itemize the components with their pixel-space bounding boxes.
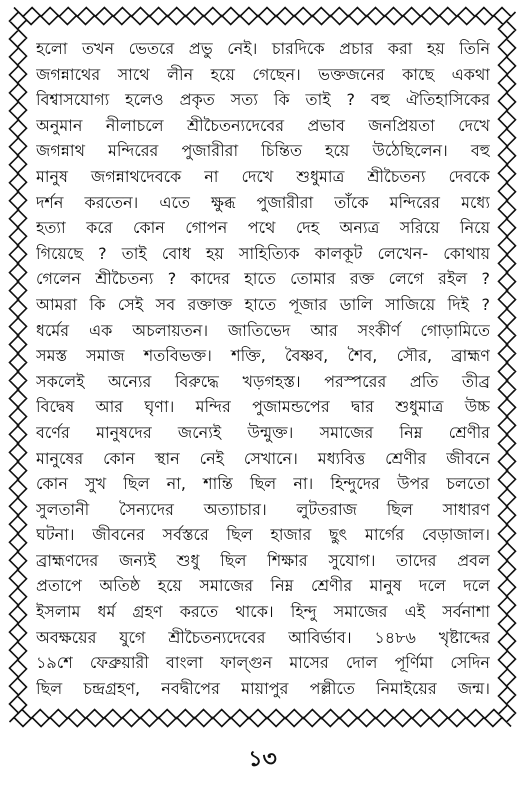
text-line: কোন সুখ ছিল না, শান্তি ছিল না। হিন্দুদের উপর চলতো <box>36 474 490 494</box>
text-line: প্রতাপে অতিষ্ঠ হয়ে সমাজের নিম্ন শ্রেণীর মানুষ দলে দলে <box>36 576 490 596</box>
text-line: ব্রাহ্মণদের জন্যই শুধু ছিল শিক্ষার সুযোগ। তাদের প্রবল <box>36 550 490 570</box>
text-line: দর্শন করতেন। এতে ক্ষুব্ধ পুজারীরা তাঁকে মন্দিরের মধ্যে <box>36 192 490 212</box>
text-line: মানুষ জগন্নাথদেবকে না দেখে শুধুমাত্র শ্রীচৈতন্য দেবকে <box>36 166 490 186</box>
text-line: জগন্নাথের সাথে লীন হয়ে গেছেন। ভক্তজনের কাছে একথা <box>36 64 490 84</box>
text-line: সমস্ত সমাজ শতবিভক্ত। শক্তি, বৈষ্ণব, শৈব, সৌর, ব্রাহ্মণ <box>36 346 490 366</box>
text-line: সকলেই অন্যের বিরুদ্ধে খড়গহস্ত। পরস্পরের প্রতি তীব্র <box>36 371 490 391</box>
text-line: হত্যা করে কোন গোপন পথে দেহ অন্যত্র সরিয়ে নিয়ে <box>36 218 490 238</box>
page-number: ১৩ <box>248 747 277 772</box>
text-line: হলো তখন ভেতরে প্রভু নেই। চারদিকে প্রচার করা হয় তিনি <box>36 39 490 58</box>
text-line: ঘটনা। জীবনের সর্বস্তরে ছিল হাজার ছুৎ মার্গের বেড়াজাল। <box>36 525 490 545</box>
text-line: অবক্ষয়ের যুগে শ্রীচৈতন্যদেবের আবির্ভাব। ১৪৮৬ খৃষ্টাব্দের <box>36 627 490 647</box>
text-line: গিয়েছে ? তাই বোধ হয় সাহিত্যিক কালকূট লেখেন- কোথায় <box>36 243 490 263</box>
text-line: বিশ্বাসযোগ্য হলেও প্রকৃত সত্য কি তাই ? বহু ঐতিহাসিকের <box>36 90 490 110</box>
text-line: ধর্মের এক অচলায়তন। জাতিভেদ আর সংকীর্ণ গোড়ামিতে <box>36 320 490 340</box>
text-line: অনুমান নীলাচলে শ্রীচৈতন্যদেবের প্রভাব জনপ্রিয়তা দেখে <box>36 115 490 135</box>
text-line: ১৯শে ফেব্রুয়ারী বাংলা ফাল্গুন মাসের দোল পূর্ণিমা সেদিন <box>36 653 490 673</box>
text-line: বিদ্বেষ আর ঘৃণা। মন্দির পুজামন্ডপের দ্বার শুধুমাত্র উচ্চ <box>36 397 490 417</box>
text-line: বর্ণের মানুষদের জন্যেই উন্মুক্ত। সমাজের নিম্ন শ্রেণীর <box>36 422 490 442</box>
body-text <box>36 36 490 701</box>
text-line: ইসলাম ধর্ম গ্রহণ করতে থাকে। হিন্দু সমাজের এই সর্বনাশা <box>36 602 490 622</box>
text-line: গেলেন শ্রীচৈতন্য ? কাদের হাতে তোমার রক্ত লেগে রইল ? <box>36 269 490 289</box>
text-line: সুলতানী সৈন্যদের অত্যাচার। লুটতরাজ ছিল সাধারণ <box>36 499 490 519</box>
text-line: ছিল চন্দ্রগ্রহণ, নবদ্বীপের মায়াপুর পল্লীতে নিমাইয়ের জন্ম। <box>36 678 490 698</box>
text-line: জগন্নাথ মন্দিরের পুজারীরা চিন্তিত হয়ে উঠেছিলেন। বহু <box>36 141 490 161</box>
text-line: আমরা কি সেই সব রক্তাক্ত হাতে পূজার ডালি সাজিয়ে দিই ? <box>36 294 490 314</box>
text-line: মানুষের কোন স্থান নেই সেখানে। মধ্যবিত্ত শ্রেণীর জীবনে <box>36 448 490 468</box>
